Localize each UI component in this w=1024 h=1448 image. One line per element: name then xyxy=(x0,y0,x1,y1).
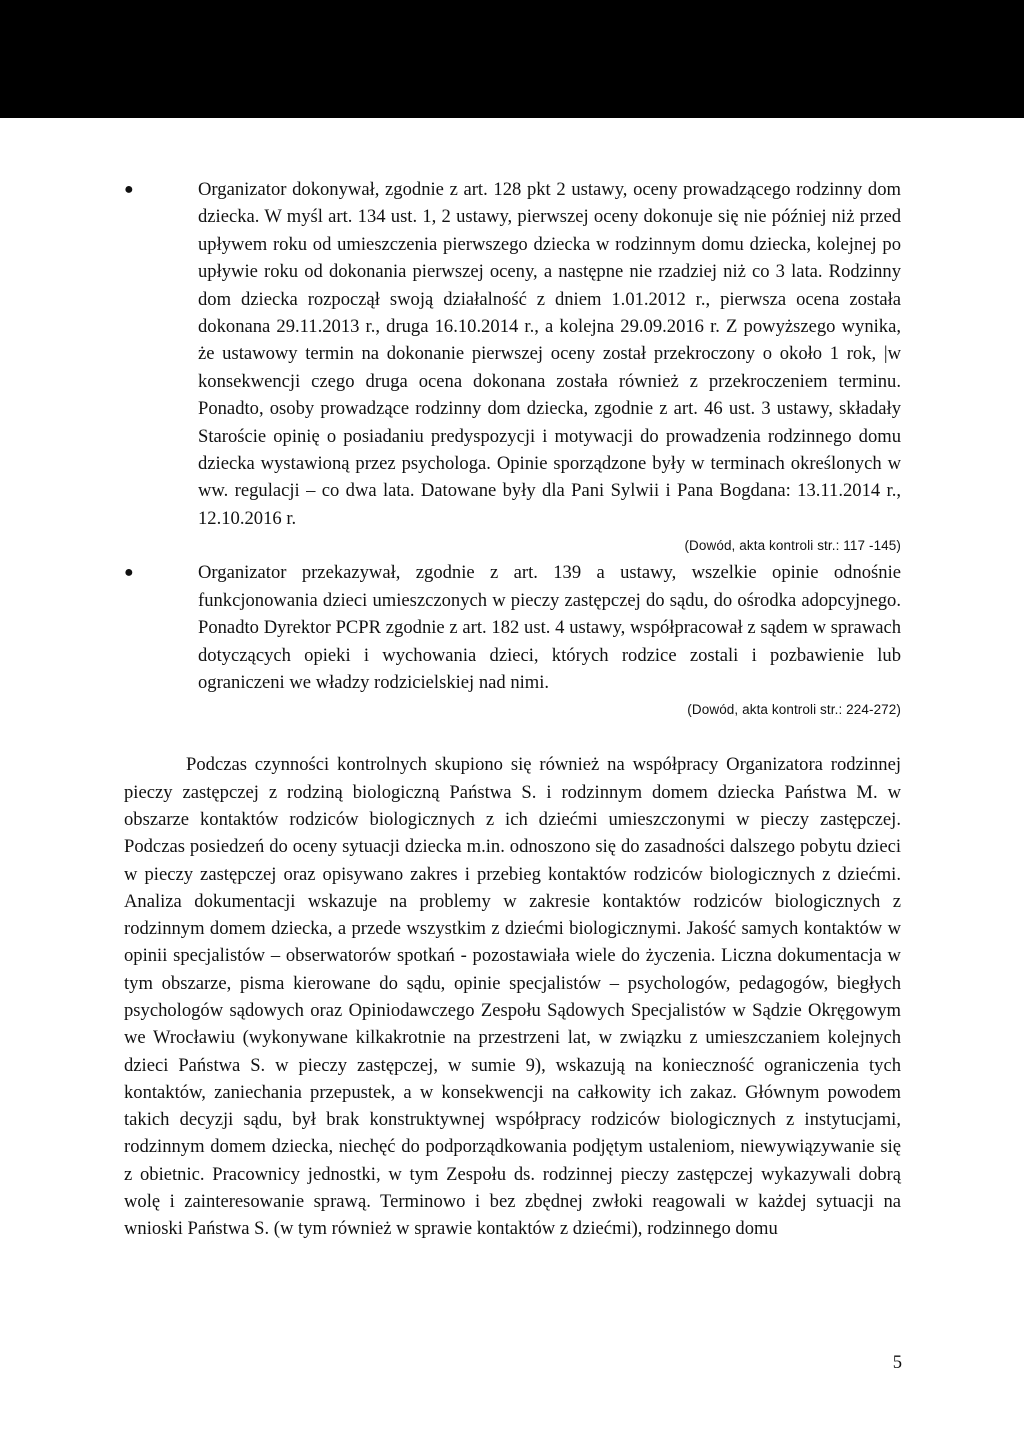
bullet-text: Organizator dokonywał, zgodnie z art. 128 pkt 2 ustawy, oceny prowadzącego rodzinny dom dziecka. W myśl art. 134 ust. 1, 2 ustawy, pierwszej oceny dokonuje się nie później niż przed upływem roku od umieszczenia pierwszego dziecka w rodzinnym domu dziecka, kolejnej po upływie roku od dokonania pierwszej oceny, a następne nie rzadziej niż co 3 lata. Rodzinny dom dziecka rozpoczął swoją działalność z dniem 1.01.2012 r., pierwsza ocena została dokonana 29.11.2013 r., druga 16.10.2014 r., a kolejna 29.09.2016 r. Z powyższego wynika, że ustawowy termin na dokonanie pierwszej oceny został przekroczony o około 1 rok, |w konsekwencji czego druga ocena dokonana została również z przekroczeniem terminu. Ponadto, osoby prowadzące rodzinny dom dziecka, zgodnie z art. 46 ust. 3 ustawy, składały Staroście opinię o posiadaniu predyspozycji i motywacji do prowadzenia rodzinnego domu dziecka wystawioną przez psychologa. Opinie sporządzone były w terminach określonych w ww. regulacji – co dwa lata. Datowane były dla Pani Sylwii i Pana Bogdana: 13.11.2014 r., 12.10.2016 r. xyxy=(198,179,901,529)
bullet-icon: ● xyxy=(124,181,134,198)
list-item xyxy=(124,176,901,532)
page-number: 5 xyxy=(892,1352,902,1373)
evidence-reference: (Dowód, akta kontroli str.: 224-272) xyxy=(687,702,901,718)
bullet-icon: ● xyxy=(124,564,134,582)
list-item xyxy=(124,559,901,696)
page-body xyxy=(124,176,901,1243)
main-paragraph: Podczas czynności kontrolnych skupiono się również na współpracy Organizatora rodzinnej pieczy zastępczej z rodziną biologiczną Państwa S. i rodzinnym domem dziecka Państwa M. w obszarze kontaktów rodziców biologicznych z ich dziećmi umieszczonymi w pieczy zastępczej. Podczas posiedzeń do oceny sytuacji dziecka m.in. odnoszono się do zasadności dalszego pobytu dzieci w pieczy zastępczej oraz opisywano zakres i przebieg kontaktów rodziców biologicznych z dziećmi. Analiza dokumentacji wskazuje na problemy w zakresie kontaktów rodziców biologicznych z rodzinnym domem dziecka, a przede wszystkim z dziećmi biologicznymi. Jakość samych kontaktów w opinii specjalistów – obserwatorów spotkań - pozostawiała wiele do życzenia. Liczna dokumentacja w tym obszarze, pisma kierowane do sądu, opinie specjalistów – psychologów, pedagogów, biegłych psychologów sądowych oraz Opiniodawczego Zespołu Sądowych Specjalistów w Sądzie Okręgowym we Wrocławiu (wykonywane kilkakrotnie na przestrzeni lat, w związku z umieszczaniem kolejnych dzieci Państwa S. w pieczy zastępczej, w sumie 9), wskazują na konieczność ograniczenia tych kontaktów, zaniechania przepustek, a w konsekwencji na całkowity ich zakaz. Głównym powodem takich decyzji sądu, był brak konstruktywnej współpracy rodziców biologicznych z instytucjami, rodzinnym domem dziecka, niechęć do podporządkowania podjętym ustaleniom, niewywiązywanie się z obietnic. Pracownicy jednostki, w tym Zespołu ds. rodzinnej pieczy zastępczej wykazywali dobrą wolę i zainteresowanie sprawą. Terminowo i bez zbędnej zwłoki reagowali w każdej sytuacji na wnioski Państwa S. (w tym również w sprawie kontaktów z dziećmi), rodzinnego domu xyxy=(124,754,901,1240)
bullet-text: Organizator przekazywał, zgodnie z art. 139 a ustawy, wszelkie opinie odnośnie funkcjonowania dzieci umieszczonych w pieczy zastępczej do sądu, do ośrodka adopcyjnego. Ponadto Dyrektor PCPR zgodnie z art. 182 ust. 4 ustawy, współpracował z sądem w sprawach dotyczących opieki i wychowania dzieci, których rodzice zostali i pozbawienie lub ograniczeni we władzy rodzicielskiej nad nimi. xyxy=(198,562,901,693)
scan-top-black-band xyxy=(0,0,1024,118)
evidence-reference: (Dowód, akta kontroli str.: 117 -145) xyxy=(684,538,901,554)
